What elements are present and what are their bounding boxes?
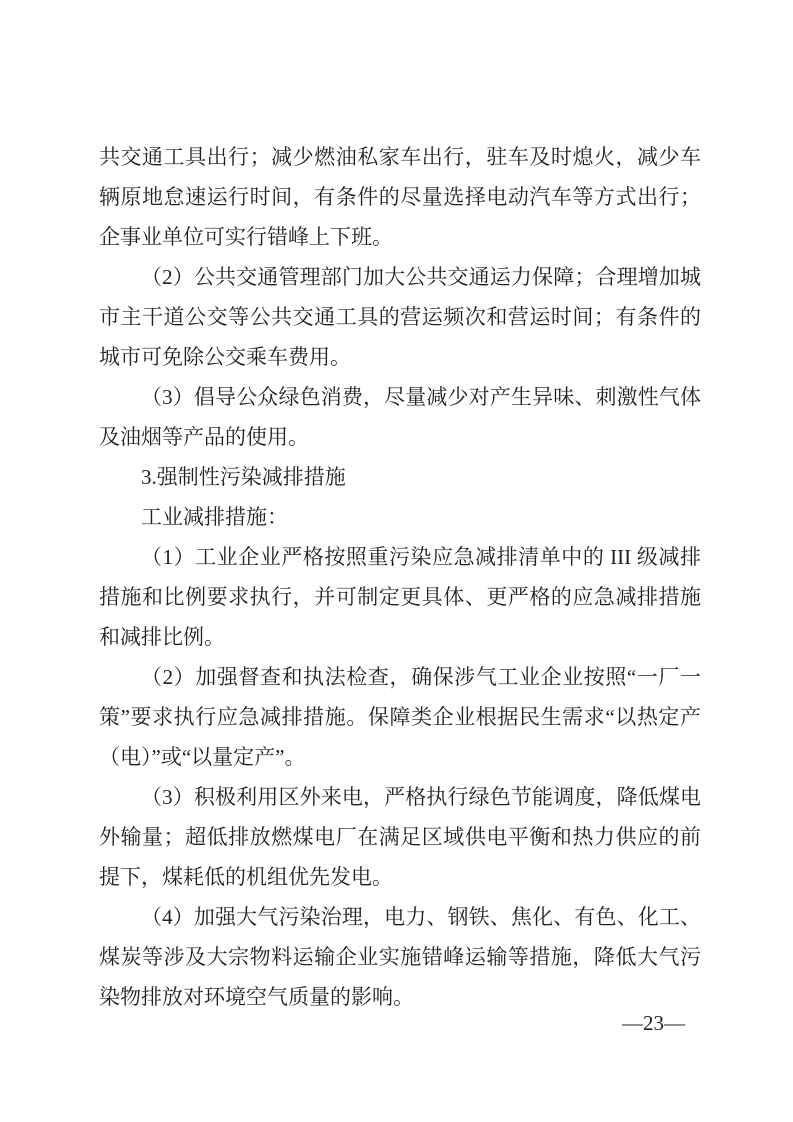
heading-industrial-measures: 工业减排措施： xyxy=(141,505,288,529)
paragraph-item3-green-consumption: （3）倡导公众绿色消费，尽量减少对产生异味、刺激性气体及油烟等产品的使用。 xyxy=(99,385,701,449)
paragraph-continuation-public-transport: 共交通工具出行；减少燃油私家车出行，驻车及时熄火，减少车辆原地怠速运行时间，有条件的尽量选择电动汽车等方式出行；企事业单位可实行错峰上下班。 xyxy=(99,145,701,249)
paragraph-item2-transit-capacity: （2）公共交通管理部门加大公共交通运力保障；合理增加城市主干道公交等公共交通工具的营运频次和营运时间；有条件的城市可免除公交乘车费用。 xyxy=(99,265,701,369)
paragraph-item4-bulk-transport: （4）加强大气污染治理，电力、钢铁、焦化、有色、化工、煤炭等涉及大宗物料运输企业实施错峰运输等措施，降低大气污染物排放对环境空气质量的影响。 xyxy=(99,905,701,1009)
paragraph-item2-inspection-enforcement: （2）加强督查和执法检查，确保涉气工业企业按照“一厂一策”要求执行应急减排措施。保障类企业根据民生需求“以热定产（电）”或“以量定产”。 xyxy=(99,665,701,769)
heading-mandatory-emission-reduction: 3.强制性污染减排措施 xyxy=(141,465,346,489)
body-text xyxy=(99,137,701,1017)
paragraph-item1-industrial-enterprises: （1）工业企业严格按照重污染应急减排清单中的 III 级减排措施和比例要求执行，并可制定更具体、更严格的应急减排措施和减排比例。 xyxy=(99,545,701,649)
page-number: —23— xyxy=(622,1011,685,1035)
paragraph-item3-external-electricity: （3）积极利用区外来电，严格执行绿色节能调度，降低煤电外输量；超低排放燃煤电厂在满足区域供电平衡和热力供应的前提下，煤耗低的机组优先发电。 xyxy=(99,785,701,889)
